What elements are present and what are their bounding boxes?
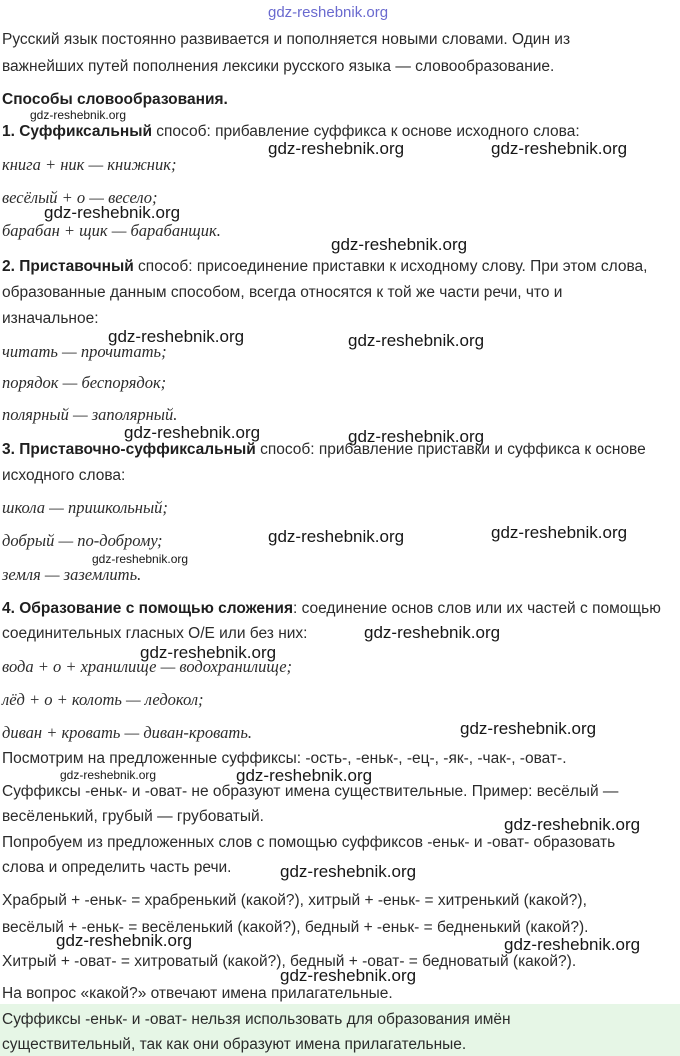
prefix-suffix-example-3: земля — заземлить. (2, 565, 142, 584)
analysis-p3-line-1: Попробуем из предложенных слов с помощью суффиксов -еньк- и -оват- образовать (2, 834, 616, 851)
prefix-example-3: полярный — заполярный. (2, 405, 178, 424)
analysis-example-1: Храбрый + -еньк- = храбренький (какой?), хитрый + -еньк- = хитренький (какой?), (2, 892, 587, 909)
watermark: gdz-reshebnik.org (460, 719, 597, 738)
watermark-top: gdz-reshebnik.org (268, 4, 389, 21)
watermark: gdz-reshebnik.org (140, 643, 277, 662)
intro-line-2: важнейших путей пополнения лексики русского языка — словообразование. (2, 58, 555, 75)
watermark: gdz-reshebnik.org (364, 623, 501, 642)
watermark: gdz-reshebnik.org (331, 235, 468, 254)
analysis-p1: Посмотрим на предложенные суффиксы: -ость-, -еньк-, -ец-, -як-, -чак-, -оват-. (2, 750, 567, 767)
prefix-suffix-example-2: добрый — по-доброму; (2, 531, 163, 550)
watermark: gdz-reshebnik.org (268, 527, 405, 546)
prefix-suffix-example-1: школа — пришкольный; (2, 498, 168, 517)
suffix-method-title: 1. Суффиксальный (2, 123, 152, 140)
watermark: gdz-reshebnik.org (30, 108, 127, 122)
prefix-suffix-method-line-2: исходного слова: (2, 467, 126, 484)
prefix-method-desc: способ: присоединение приставки к исходному слову. При этом слова, (133, 258, 648, 275)
suffix-example-2: весёлый + о — весело; (2, 188, 158, 207)
watermark: gdz-reshebnik.org (504, 815, 641, 834)
analysis-p2-line-1: Суффиксы -еньк- и -оват- не образуют имена существительные. Пример: весёлый — (2, 783, 619, 800)
intro-line-1: Русский язык постоянно развивается и пополняется новыми словами. Один из (2, 31, 571, 48)
section-heading: Способы словообразования. (2, 91, 228, 108)
analysis-p2-line-2: весёленький, грубый — грубоватый. (2, 808, 264, 825)
watermark: gdz-reshebnik.org (60, 768, 157, 782)
conclusion-line-2: существительный, так как они образуют имена прилагательные. (2, 1036, 467, 1053)
prefix-method-title: 2. Приставочный (2, 258, 134, 275)
watermark: gdz-reshebnik.org (108, 327, 245, 346)
compound-method-title: 4. Образование с помощью сложения (2, 600, 293, 617)
prefix-method-line-3: изначальное: (2, 310, 99, 327)
compound-example-2: лёд + о + колоть — ледокол; (2, 690, 204, 709)
watermark: gdz-reshebnik.org (491, 523, 628, 542)
compound-example-3: диван + кровать — диван-кровать. (2, 723, 252, 742)
analysis-example-3: Хитрый + -оват- = хитроватый (какой?), бедный + -оват- = бедноватый (какой?). (2, 953, 577, 970)
compound-method-line (2, 599, 661, 619)
suffix-method-desc: способ: прибавление суффикса к основе исходного слова: (151, 123, 580, 140)
compound-method-line-2: соединительных гласных О/Е или без них: (2, 625, 308, 642)
suffix-example-1: книга + ник — книжник; (2, 155, 177, 174)
prefix-method-line (2, 257, 647, 277)
prefix-suffix-method-desc: способ: прибавление приставки и суффикса к основе (255, 441, 646, 458)
prefix-suffix-method-title: 3. Приставочно-суффиксальный (2, 441, 256, 458)
prefix-example-1: читать — прочитать; (2, 342, 167, 361)
compound-example-1: вода + о + хранилище — водохранилище; (2, 657, 293, 676)
conclusion-line-1: Суффиксы -еньк- и -оват- нельзя использовать для образования имён (2, 1011, 511, 1028)
compound-method-desc: : соединение основ слов или их частей с помощью (293, 600, 661, 617)
watermark: gdz-reshebnik.org (280, 862, 417, 881)
watermark: gdz-reshebnik.org (124, 423, 261, 442)
watermark: gdz-reshebnik.org (491, 139, 628, 158)
prefix-example-2: порядок — беспорядок; (2, 373, 167, 392)
watermark: gdz-reshebnik.org (236, 766, 373, 785)
watermark: gdz-reshebnik.org (44, 203, 181, 222)
watermark: gdz-reshebnik.org (348, 427, 485, 446)
watermark: gdz-reshebnik.org (348, 331, 485, 350)
analysis-example-2: весёлый + -еньк- = весёленький (какой?), бедный + -еньк- = бедненький (какой?). (2, 919, 589, 936)
analysis-conclusion-question: На вопрос «какой?» отвечают имена прилагательные. (2, 985, 393, 1002)
watermark: gdz-reshebnik.org (268, 139, 405, 158)
prefix-suffix-method-line (2, 440, 646, 460)
watermark: gdz-reshebnik.org (92, 552, 189, 566)
watermark: gdz-reshebnik.org (280, 966, 417, 985)
analysis-p3-line-2: слова и определить часть речи. (2, 859, 232, 876)
watermark: gdz-reshebnik.org (504, 935, 641, 954)
suffix-example-3: барабан + щик — барабанщик. (2, 221, 221, 240)
prefix-method-line-2: образованные данным способом, всегда относятся к той же части речи, что и (2, 284, 563, 301)
watermark: gdz-reshebnik.org (56, 931, 193, 950)
